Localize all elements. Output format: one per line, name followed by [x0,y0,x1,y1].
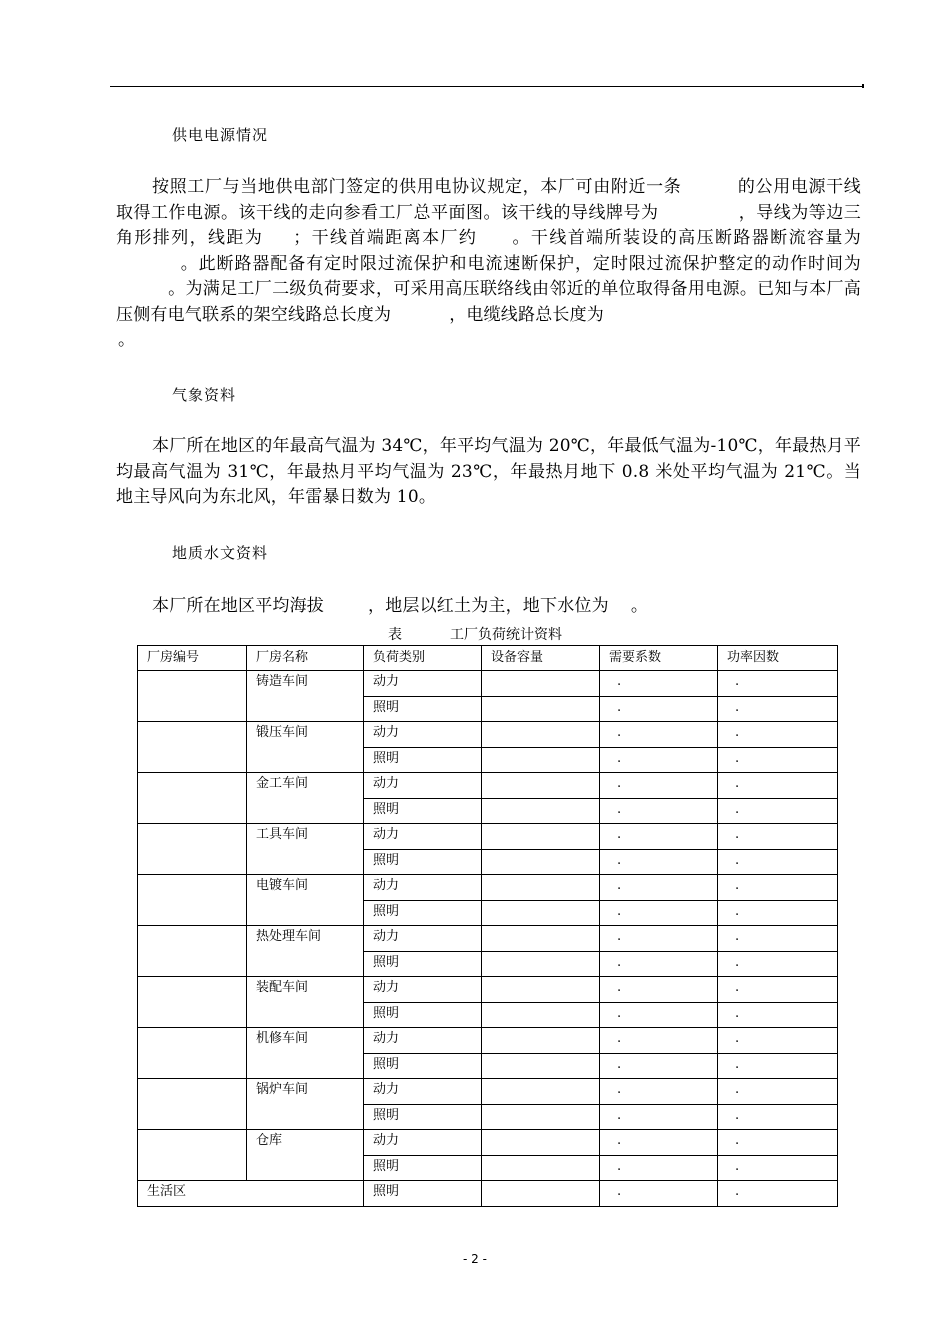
cell-capacity [482,900,600,926]
paragraph-power-supply: 按照工厂与当地供电部门签定的供用电协议规定，本厂可由附近一条 的公用电源干线取得工作电源。该干线的走向参看工厂总平面图。该干线的导线牌号为 ，导线为等边三角形排列，线距为 ；干线首端距离本厂约 。干线首端所装设的高压断路器断流容量为。此断路器配备有定时限过流保护和电流速断保护，定时限过流保护整定的动作时间为。为满足工厂二级负荷要求，可采用高压联络线由邻近的单位取得备用电源。已知与本厂高压侧有电气联系的架空线路总长度为 ，电缆线路总长度为 。 [116,177,862,350]
section-title-geology: 地质水文资料 [172,544,269,562]
cell-workshop-name: 电镀车间 [247,875,364,926]
cell-capacity [482,722,600,748]
cell-workshop-name: 金工车间 [247,773,364,824]
cell-workshop-name: 铸造车间 [247,671,364,722]
cell-capacity [482,1028,600,1054]
header-demand-factor: 需要系数 [600,646,718,671]
header-workshop-name: 厂房名称 [247,646,364,671]
cell-power-factor: . [718,977,838,1003]
cell-load-type: 照明 [364,1002,482,1028]
cell-capacity [482,1079,600,1105]
cell-demand-factor: . [600,1079,718,1105]
cell-workshop-no [138,977,247,1028]
header-power-factor: 功率因数 [718,646,838,671]
header-rule [110,86,862,87]
cell-workshop-name: 热处理车间 [247,926,364,977]
cell-workshop-no [138,1079,247,1130]
cell-capacity [482,926,600,952]
cell-power-factor: . [718,1181,838,1207]
cell-load-type: 照明 [364,1181,482,1207]
cell-demand-factor: . [600,1002,718,1028]
cell-demand-factor: . [600,900,718,926]
cell-workshop-no [138,1130,247,1181]
cell-power-factor: . [718,747,838,773]
cell-load-type: 照明 [364,747,482,773]
cell-workshop-name: 仓库 [247,1130,364,1181]
cell-workshop-name: 装配车间 [247,977,364,1028]
cell-power-factor: . [718,1028,838,1054]
cell-demand-factor: . [600,1155,718,1181]
table-row [138,977,838,1003]
cell-load-type: 照明 [364,1155,482,1181]
cell-load-type: 照明 [364,1053,482,1079]
table-row [138,1181,838,1207]
cell-workshop-no [138,722,247,773]
cell-power-factor: . [718,824,838,850]
cell-workshop-name: 机修车间 [247,1028,364,1079]
table-row [138,1130,838,1156]
cell-power-factor: . [718,951,838,977]
section-title-power-supply: 供电电源情况 [172,126,269,144]
cell-workshop-no [138,824,247,875]
cell-load-type: 照明 [364,798,482,824]
table-caption: 表 工厂负荷统计资料 [388,627,562,643]
cell-power-factor: . [718,722,838,748]
header-capacity: 设备容量 [482,646,600,671]
cell-load-type: 照明 [364,696,482,722]
cell-demand-factor: . [600,951,718,977]
cell-power-factor: . [718,926,838,952]
cell-load-type: 动力 [364,1028,482,1054]
cell-capacity [482,1053,600,1079]
cell-demand-factor: . [600,696,718,722]
load-statistics-table [137,645,838,1207]
table-row [138,671,838,697]
cell-load-type: 动力 [364,977,482,1003]
table-row [138,824,838,850]
page-number: - 2 - [463,1252,487,1266]
cell-power-factor: . [718,849,838,875]
cell-capacity [482,849,600,875]
cell-load-type: 动力 [364,1130,482,1156]
cell-demand-factor: . [600,1028,718,1054]
table-row [138,1028,838,1054]
cell-demand-factor: . [600,977,718,1003]
cell-demand-factor: . [600,849,718,875]
cell-load-type: 动力 [364,671,482,697]
cell-demand-factor: . [600,671,718,697]
cell-workshop-no [138,773,247,824]
cell-demand-factor: . [600,747,718,773]
cell-load-type: 动力 [364,824,482,850]
cell-capacity [482,1130,600,1156]
cell-workshop-no [138,875,247,926]
cell-capacity [482,1155,600,1181]
cell-demand-factor: . [600,1130,718,1156]
cell-workshop-name: 工具车间 [247,824,364,875]
cell-demand-factor: . [600,824,718,850]
cell-capacity [482,824,600,850]
cell-demand-factor: . [600,875,718,901]
cell-load-type: 动力 [364,773,482,799]
cell-capacity [482,747,600,773]
table-row [138,722,838,748]
cell-power-factor: . [718,1053,838,1079]
cell-workshop-no [138,1028,247,1079]
cell-workshop-no [138,671,247,722]
cell-capacity [482,1104,600,1130]
cell-workshop-name: 锅炉车间 [247,1079,364,1130]
cell-demand-factor: . [600,1104,718,1130]
cell-power-factor: . [718,1130,838,1156]
table-row [138,926,838,952]
header-workshop-no: 厂房编号 [138,646,247,671]
cell-demand-factor: . [600,798,718,824]
header-load-type: 负荷类别 [364,646,482,671]
cell-capacity [482,951,600,977]
cell-capacity [482,798,600,824]
paragraph-weather: 本厂所在地区的年最高气温为 34℃，年平均气温为 20℃，年最低气温为-10℃，年最热月平均最高气温为 31℃，年最热月平均气温为 23℃，年最热月地下 0.8 米处平均气温为 21℃。当地主导风向为东北风，年雷暴日数为 10。 [116,436,861,507]
header-rule-mark [862,84,864,88]
cell-capacity [482,671,600,697]
table-row [138,773,838,799]
cell-capacity [482,1002,600,1028]
table-row [138,1079,838,1105]
paragraph-geology: 本厂所在地区平均海拔 ，地层以红土为主，地下水位为 。 [152,596,649,616]
cell-demand-factor: . [600,926,718,952]
cell-capacity [482,977,600,1003]
cell-load-type: 动力 [364,1079,482,1105]
cell-capacity [482,773,600,799]
cell-demand-factor: . [600,773,718,799]
cell-demand-factor: . [600,1053,718,1079]
cell-load-type: 照明 [364,849,482,875]
cell-load-type: 照明 [364,951,482,977]
cell-load-type: 照明 [364,900,482,926]
cell-workshop-name: 锻压车间 [247,722,364,773]
cell-demand-factor: . [600,1181,718,1207]
cell-power-factor: . [718,696,838,722]
cell-power-factor: . [718,1079,838,1105]
cell-capacity [482,875,600,901]
cell-living-area: 生活区 [138,1181,364,1207]
cell-power-factor: . [718,671,838,697]
cell-workshop-no [138,926,247,977]
table-header-row [138,646,838,671]
cell-load-type: 动力 [364,926,482,952]
table-row [138,875,838,901]
cell-load-type: 动力 [364,875,482,901]
cell-power-factor: . [718,900,838,926]
cell-power-factor: . [718,1155,838,1181]
cell-load-type: 动力 [364,722,482,748]
cell-capacity [482,696,600,722]
cell-load-type: 照明 [364,1104,482,1130]
cell-demand-factor: . [600,722,718,748]
cell-power-factor: . [718,1104,838,1130]
cell-power-factor: . [718,773,838,799]
cell-power-factor: . [718,875,838,901]
cell-capacity [482,1181,600,1207]
cell-power-factor: . [718,798,838,824]
cell-power-factor: . [718,1002,838,1028]
section-title-weather: 气象资料 [172,386,237,404]
